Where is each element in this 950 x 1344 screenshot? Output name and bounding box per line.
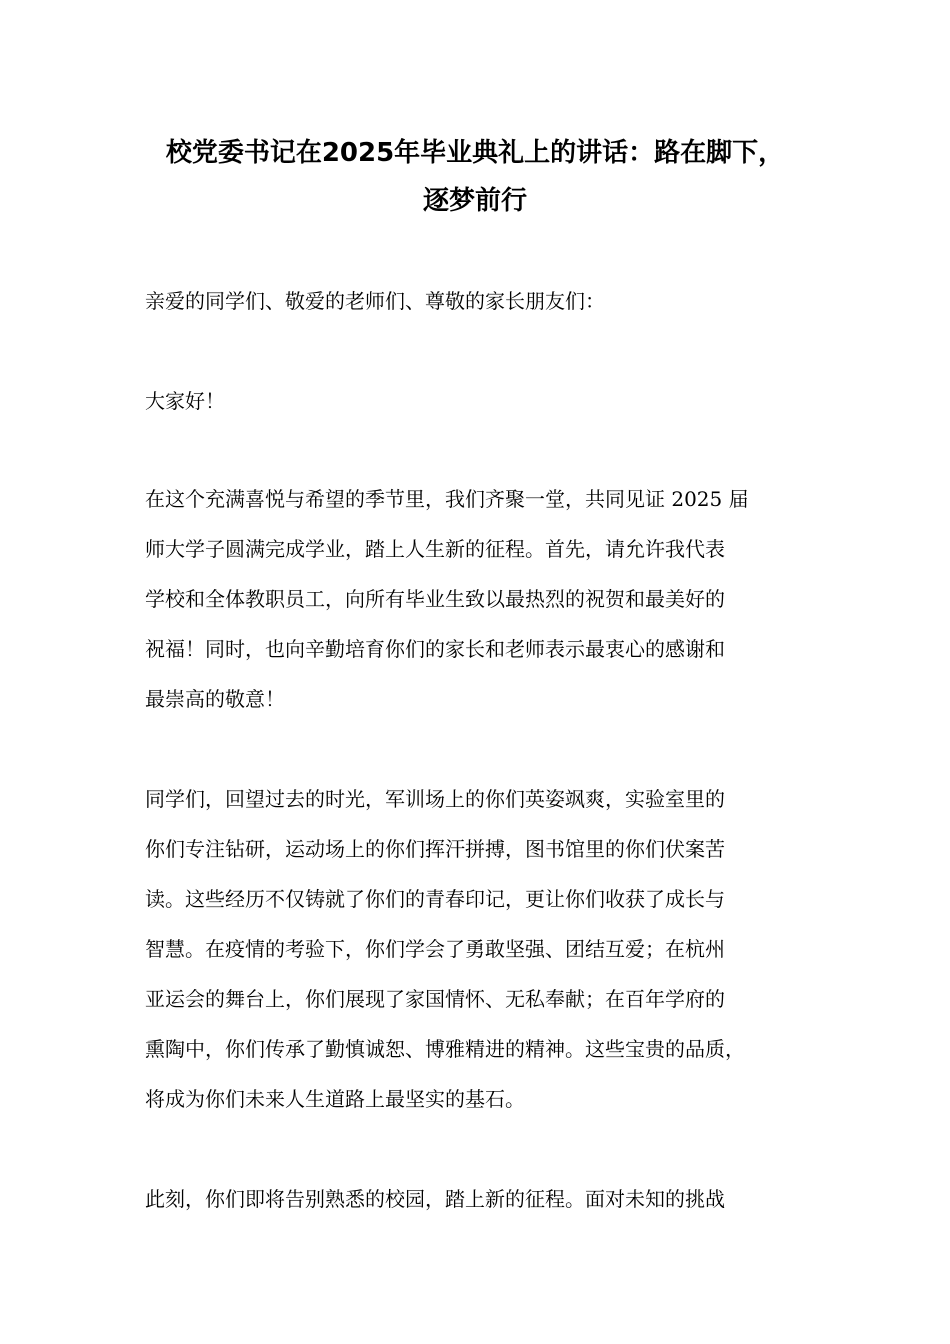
paragraph-4-line-3: 读。这些经历不仅铸就了你们的青春印记，更让你们收获了成长与: [145, 887, 725, 911]
paragraph-3-line-2: 师大学子圆满完成学业，踏上人生新的征程。首先，请允许我代表: [145, 537, 725, 561]
document-title-line-2: 逐梦前行: [422, 186, 527, 216]
paragraph-4-line-4: 智慧。在疫情的考验下，你们学会了勇敢坚强、团结互爱；在杭州: [145, 937, 725, 961]
salutation-line: 亲爱的同学们、敬爱的老师们、尊敬的家长朋友们：: [145, 289, 605, 313]
greeting-line: 大家好！: [145, 389, 225, 413]
paragraph-4-line-7: 将成为你们未来人生道路上最坚实的基石。: [145, 1087, 525, 1111]
paragraph-4-line-6: 熏陶中，你们传承了勤慎诚恕、博雅精进的精神。这些宝贵的品质，: [145, 1037, 745, 1061]
paragraph-4-line-5: 亚运会的舞台上，你们展现了家国情怀、无私奉献；在百年学府的: [145, 987, 725, 1011]
paragraph-5-line-1: 此刻，你们即将告别熟悉的校园，踏上新的征程。面对未知的挑战: [145, 1187, 725, 1211]
paragraph-4-line-1: 同学们，回望过去的时光，军训场上的你们英姿飒爽，实验室里的: [145, 787, 725, 811]
paragraph-4-line-2: 你们专注钻研，运动场上的你们挥汗拼搏，图书馆里的你们伏案苦: [145, 837, 725, 861]
paragraph-3-line-4: 祝福！同时，也向辛勤培育你们的家长和老师表示最衷心的感谢和: [145, 637, 725, 661]
document-title-line-1: 校党委书记在2025年毕业典礼上的讲话：路在脚下，: [165, 138, 785, 168]
paragraph-3-line-1: 在这个充满喜悦与希望的季节里，我们齐聚一堂，共同见证 2025 届: [145, 487, 749, 511]
paragraph-3-line-5: 最崇高的敬意！: [145, 687, 285, 711]
paragraph-3-line-3: 学校和全体教职员工，向所有毕业生致以最热烈的祝贺和最美好的: [145, 587, 725, 611]
